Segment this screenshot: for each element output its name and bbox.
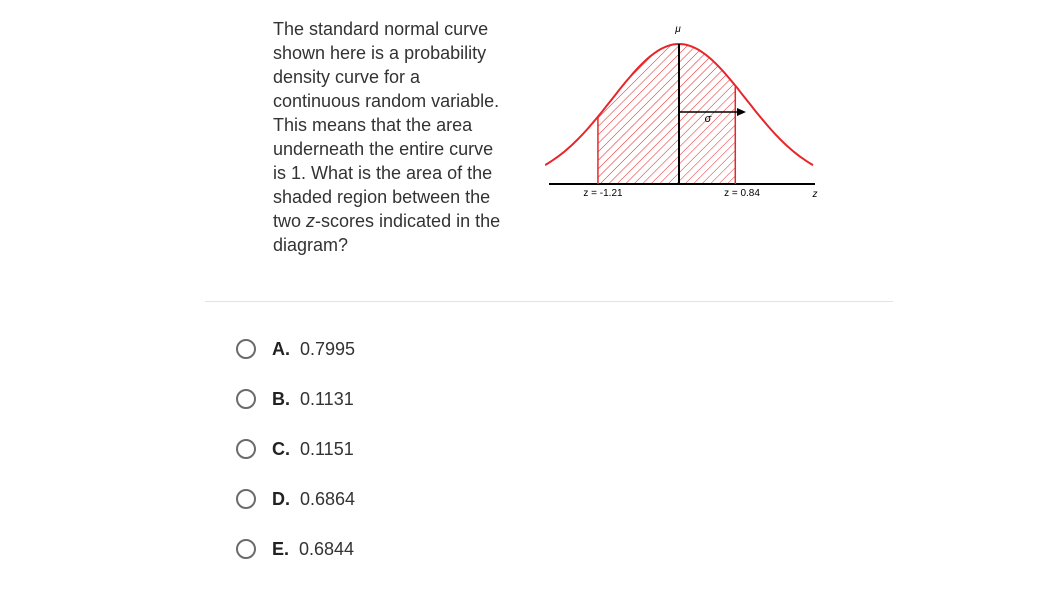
radio-button[interactable] xyxy=(236,439,256,459)
option-value: 0.6864 xyxy=(300,488,356,509)
question-line: diagram? xyxy=(273,235,349,255)
question-line: The standard normal curve xyxy=(273,19,489,39)
radio-button[interactable] xyxy=(236,339,256,359)
option-d[interactable] xyxy=(236,484,355,514)
right-z-label: z = 0.84 xyxy=(724,188,760,199)
question-line xyxy=(273,209,543,233)
question-line-part: -scores indicated in the xyxy=(315,211,501,231)
radio-button[interactable] xyxy=(236,489,256,509)
normal-curve-diagram xyxy=(545,18,825,208)
radio-button[interactable] xyxy=(236,389,256,409)
option-a[interactable] xyxy=(236,334,355,364)
option-letter: C. xyxy=(272,438,290,459)
option-b[interactable] xyxy=(236,384,354,414)
left-z-label: z = -1.21 xyxy=(583,188,623,199)
option-letter: B. xyxy=(272,388,290,409)
option-value: 0.1131 xyxy=(300,388,354,409)
divider xyxy=(205,301,893,302)
mu-label: μ xyxy=(675,24,681,35)
option-letter: D. xyxy=(272,488,290,509)
z-axis-label: z xyxy=(812,189,818,200)
question-line: shaded region between the xyxy=(273,187,491,207)
option-e[interactable] xyxy=(236,534,354,564)
sigma-label: σ xyxy=(704,113,712,125)
option-c[interactable] xyxy=(236,434,354,464)
option-value: 0.6844 xyxy=(299,538,355,559)
option-letter: A. xyxy=(272,338,290,359)
radio-button[interactable] xyxy=(236,539,256,559)
option-letter: E. xyxy=(272,538,290,559)
question-line: is 1. What is the area of the xyxy=(273,163,493,183)
option-value: 0.7995 xyxy=(300,338,356,359)
question-line: density curve for a xyxy=(273,67,421,87)
question-line-part: two xyxy=(273,211,307,231)
question-text xyxy=(273,17,543,257)
option-value: 0.1151 xyxy=(300,438,354,459)
question-line: continuous random variable. xyxy=(273,91,500,111)
question-line: underneath the entire curve xyxy=(273,139,494,159)
question-line: This means that the area xyxy=(273,115,473,135)
shaded-region xyxy=(598,44,735,184)
sigma-arrow-head xyxy=(737,108,746,116)
question-line: shown here is a probability xyxy=(273,43,487,63)
z-variable: z xyxy=(306,211,316,231)
